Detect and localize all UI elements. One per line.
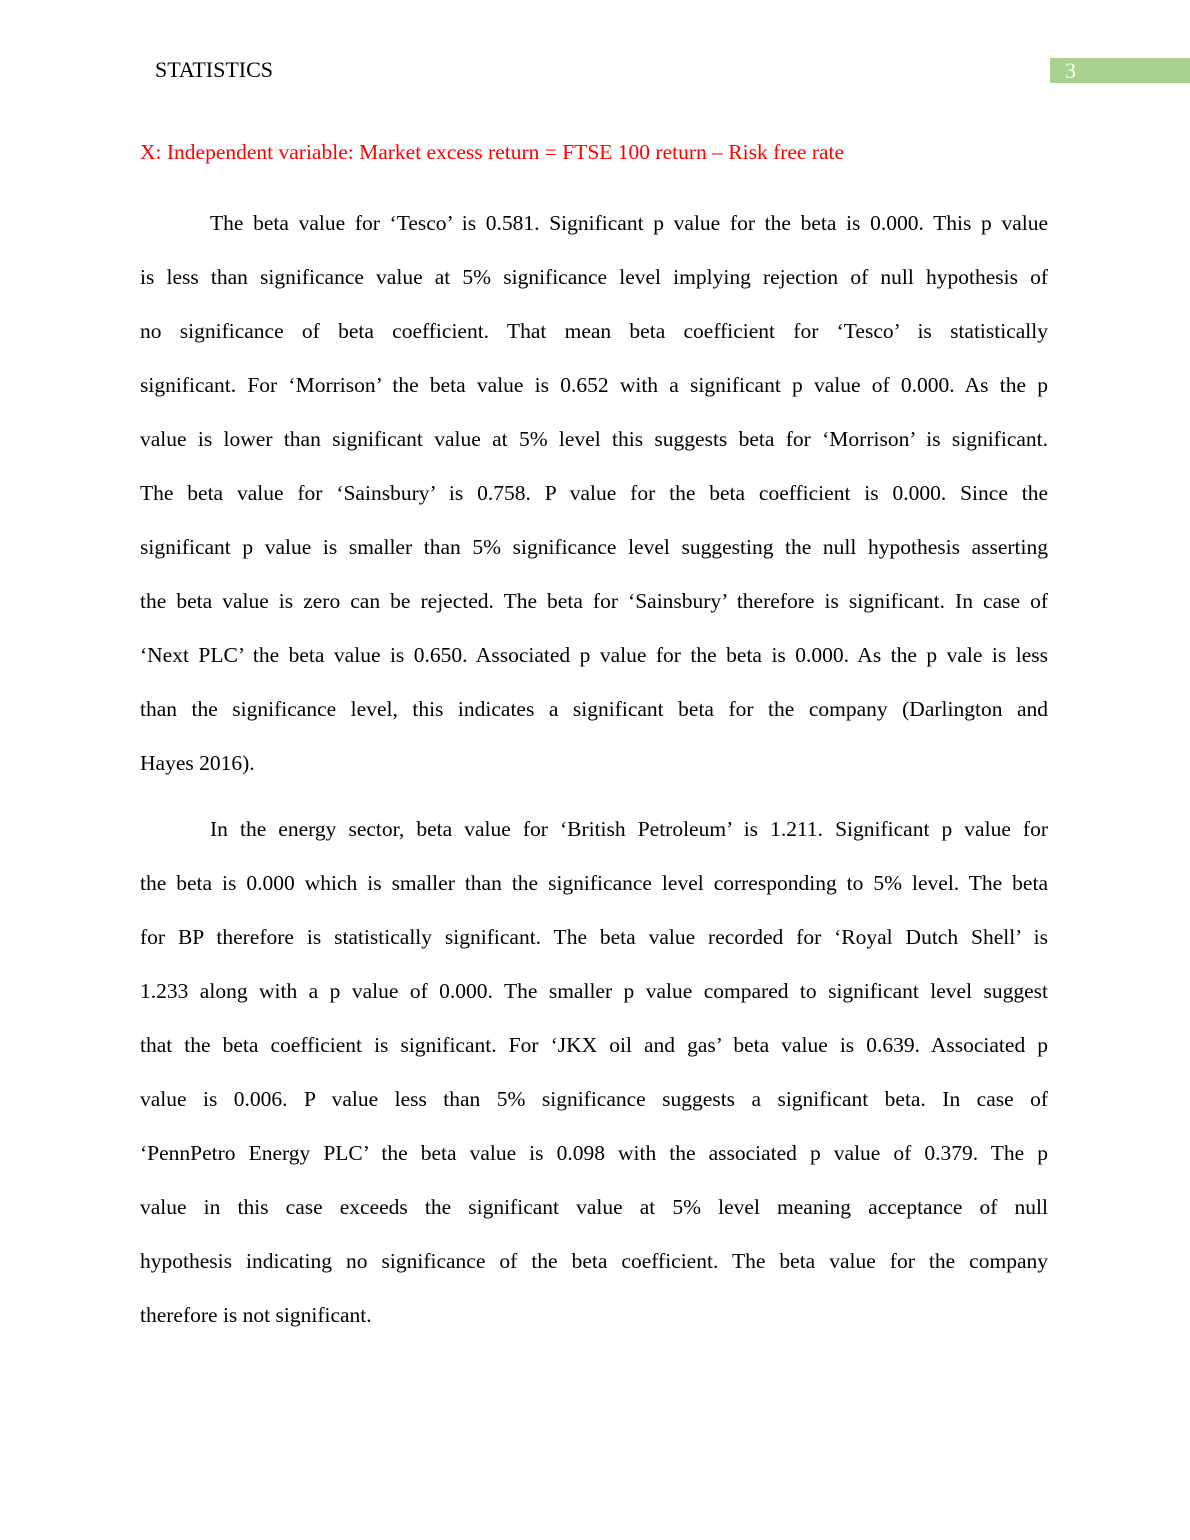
text-line: significant p value is smaller than 5% significance level suggesting the null hypothesis asserting <box>140 535 1048 559</box>
text-line: is less than significance value at 5% significance level implying rejection of null hypothesis of <box>140 265 1048 289</box>
text-line: than the significance level, this indicates a significant beta for the company (Darlington and <box>140 697 1048 721</box>
paragraph-retail <box>140 210 1048 804</box>
text-line: value is lower than significant value at 5% level this suggests beta for ‘Morrison’ is significant. <box>140 427 1048 451</box>
text-line: hypothesis indicating no significance of the beta coefficient. The beta value for the company <box>140 1249 1048 1273</box>
text-line: value is 0.006. P value less than 5% significance suggests a significant beta. In case of <box>140 1087 1048 1111</box>
text-line: value in this case exceeds the significant value at 5% level meaning acceptance of null <box>140 1195 1048 1219</box>
text-line: significant. For ‘Morrison’ the beta value is 0.652 with a significant p value of 0.000. As the p <box>140 373 1048 397</box>
text-line: therefore is not significant. <box>140 1303 372 1327</box>
section-heading: X: Independent variable: Market excess return = FTSE 100 return – Risk free rate <box>140 140 845 164</box>
text-line: no significance of beta coefficient. That mean beta coefficient for ‘Tesco’ is statistically <box>140 319 1048 343</box>
paragraph-energy <box>140 816 1048 1356</box>
text-line: The beta value for ‘Tesco’ is 0.581. Significant p value for the beta is 0.000. This p value <box>210 211 1048 235</box>
text-line: the beta is 0.000 which is smaller than the significance level corresponding to 5% level. The beta <box>140 871 1048 895</box>
text-line: the beta value is zero can be rejected. The beta for ‘Sainsbury’ therefore is significant. In case of <box>140 589 1048 613</box>
running-header: STATISTICS <box>155 57 274 82</box>
text-line: Hayes 2016). <box>140 751 255 775</box>
text-line: In the energy sector, beta value for ‘British Petroleum’ is 1.211. Significant p value for <box>210 817 1048 841</box>
text-line: for BP therefore is statistically significant. The beta value recorded for ‘Royal Dutch Shell’ is <box>140 925 1048 949</box>
text-line: The beta value for ‘Sainsbury’ is 0.758. P value for the beta coefficient is 0.000. Since the <box>140 481 1048 505</box>
text-line: that the beta coefficient is significant. For ‘JKX oil and gas’ beta value is 0.639. Associated p <box>140 1033 1048 1057</box>
text-line: ‘PennPetro Energy PLC’ the beta value is 0.098 with the associated p value of 0.379. The p <box>140 1141 1048 1165</box>
text-line: 1.233 along with a p value of 0.000. The smaller p value compared to significant level suggest <box>140 979 1048 1003</box>
page-number: 3 <box>1050 58 1190 83</box>
text-line: ‘Next PLC’ the beta value is 0.650. Associated p value for the beta is 0.000. As the p vale is less <box>140 643 1048 667</box>
